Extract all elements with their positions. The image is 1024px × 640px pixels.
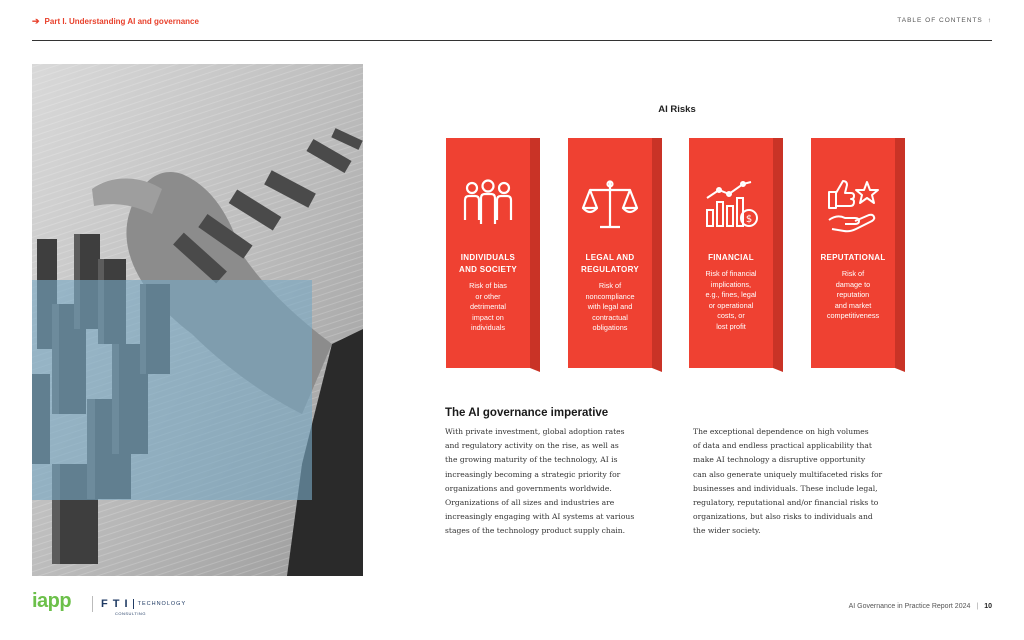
people-icon [458, 176, 518, 236]
risk-heading-line: REGULATORY [581, 265, 639, 274]
risk-heading-line: LEGAL AND [585, 253, 635, 262]
risk-description: Risk of financial implications, e.g., fines, legal or operational costs, or lost profit [705, 269, 757, 331]
financial-chart-icon [701, 176, 761, 236]
risk-heading [691, 252, 771, 264]
arrow-right-icon: ➔ [32, 16, 40, 26]
footer-separator: | [976, 603, 979, 610]
card-side [773, 138, 783, 374]
risk-description: Risk of noncompliance with legal and contractual obligations [585, 281, 635, 332]
footer-divider [92, 596, 93, 612]
fti-mark: F T I [101, 598, 129, 610]
risk-heading-line: INDIVIDUALS [460, 253, 516, 262]
risk-description: Risk of bias or other detrimental impact on individuals [469, 281, 507, 332]
risk-card-legal [568, 138, 664, 374]
risk-card-individuals [446, 138, 542, 374]
risk-heading [813, 252, 893, 264]
iapp-logo[interactable]: iapp [32, 590, 72, 612]
arrow-up-icon: ↑ [987, 17, 992, 24]
risk-card-financial [689, 138, 785, 374]
breadcrumb-label: Part I. Understanding AI and governance [44, 17, 199, 26]
blue-overlay-block [32, 280, 312, 500]
risk-heading-line: FINANCIAL [708, 253, 754, 262]
toc-label: TABLE OF CONTENTS [897, 17, 983, 24]
fti-technology-text: TECHNOLOGY [137, 601, 187, 607]
reputation-icon [823, 176, 883, 236]
card-side [530, 138, 540, 374]
section-heading: The AI governance imperative [445, 407, 609, 419]
fti-logo[interactable] [101, 598, 187, 616]
risk-heading [448, 252, 528, 276]
ai-risks-title: AI Risks [658, 104, 696, 115]
table-of-contents-link[interactable] [897, 17, 992, 24]
card-side [895, 138, 905, 374]
risk-heading-line: AND SOCIETY [459, 265, 517, 274]
fti-separator [133, 599, 134, 609]
header-divider [32, 40, 992, 41]
paragraph-right: The exceptional dependence on high volumes of data and endless practical applicability that make AI technology a disruptive opportunity can also generate uniquely multifaceted risks for businesses and individuals. These include legal, regulatory, reputational and/or financial risks to organizations, but also risks to individuals and the wider society. [693, 427, 883, 536]
breadcrumb[interactable] [32, 16, 199, 27]
risk-heading [570, 252, 650, 276]
report-title: AI Governance in Practice Report 2024 [848, 603, 971, 610]
page-number: 10 [984, 603, 992, 610]
svg-text:$: $ [745, 214, 753, 225]
risk-card-reputational [811, 138, 907, 374]
risk-heading-line: REPUTATIONAL [820, 253, 886, 262]
risk-description: Risk of damage to reputation and market competitiveness [826, 269, 880, 320]
paragraph-left: With private investment, global adoption rates and regulatory activity on the rise, as well as the growing maturity of the technology, AI is increasingly becoming a strategic priority for organizations and governments worldwide. Organizations of all sizes and industries are increasingly engaging with AI systems at various stages of the technology product supply chain. [445, 427, 635, 536]
dominoes-hand-photo [32, 64, 363, 576]
scales-icon [580, 176, 640, 236]
card-side [652, 138, 662, 374]
fti-consulting-text: CONSULTING [115, 611, 146, 616]
footer-report-info [849, 603, 992, 610]
